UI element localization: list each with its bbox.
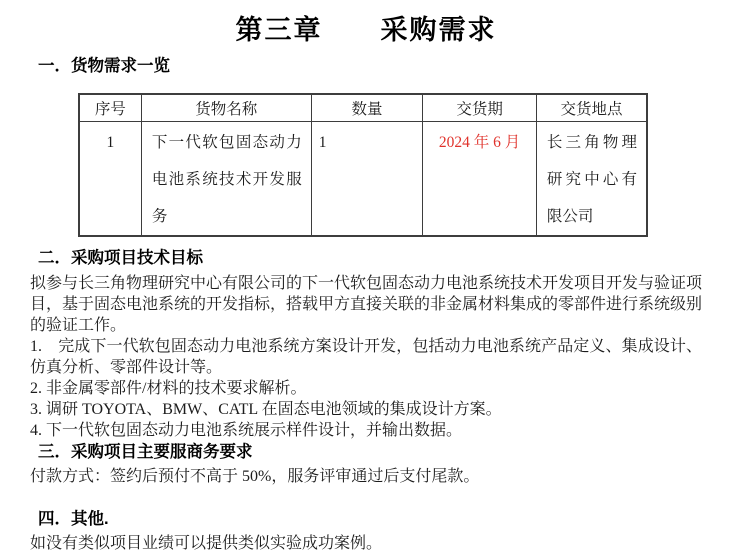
- section-3-paragraph: 付款方式：签约后预付不高于 50%，服务评审通过后支付尾款。: [30, 468, 480, 485]
- section-2-item-4: 4. 下一代软包固态动力电池系统展示样件设计，并输出数据。: [30, 422, 463, 439]
- section-2-heading: 二．采购项目技术目标: [38, 249, 203, 267]
- cell-goods-name: 下一代软包固态动力电池系统技术开发服务: [141, 122, 311, 237]
- section-4-heading: 四．其他.: [38, 510, 109, 528]
- section-2-paragraph: 拟参与长三角物理研究中心有限公司的下一代软包固态动力电池系统技术开发项目开发与验证项目，基于固态电池系统的开发指标，搭载甲方直接关联的非金属材料集成的零部件进行系统级别的验证工作。: [30, 275, 703, 334]
- chapter-title: 第三章 采购需求: [235, 15, 497, 45]
- cell-delivery-place: 长三角物理研究中心有限公司: [536, 122, 647, 237]
- section-2-item-1: 1. 完成下一代软包固态动力电池系统方案设计开发，包括动力电池系统产品定义、集成设计、仿真分析、零部件设计等。: [30, 338, 702, 376]
- section-1-heading: 一．货物需求一览: [38, 57, 170, 75]
- table-row: [79, 122, 647, 237]
- table-header-delivery-date: 交货期: [423, 94, 537, 122]
- section-2-item-2: 2. 非金属零部件/材料的技术要求解析。: [30, 380, 307, 397]
- table-header-row: [79, 94, 647, 122]
- cell-quantity: 1: [311, 122, 423, 237]
- section-4-paragraph: 如没有类似项目业绩可以提供类似实验成功案例。: [30, 535, 383, 552]
- section-2-item-3: 3. 调研 TOYOTA、BMW、CATL 在固态电池领域的集成设计方案。: [30, 401, 502, 418]
- goods-requirements-table: [78, 93, 648, 237]
- table-header-seq: 序号: [79, 94, 141, 122]
- section-3-heading: 三．采购项目主要服商务要求: [38, 443, 253, 461]
- cell-seq: 1: [79, 122, 141, 237]
- cell-delivery-date: 2024 年 6 月: [423, 122, 537, 237]
- procurement-document-page: [0, 13, 732, 552]
- table-header-qty: 数量: [311, 94, 423, 122]
- table-header-name: 货物名称: [141, 94, 311, 122]
- table-header-delivery-place: 交货地点: [536, 94, 647, 122]
